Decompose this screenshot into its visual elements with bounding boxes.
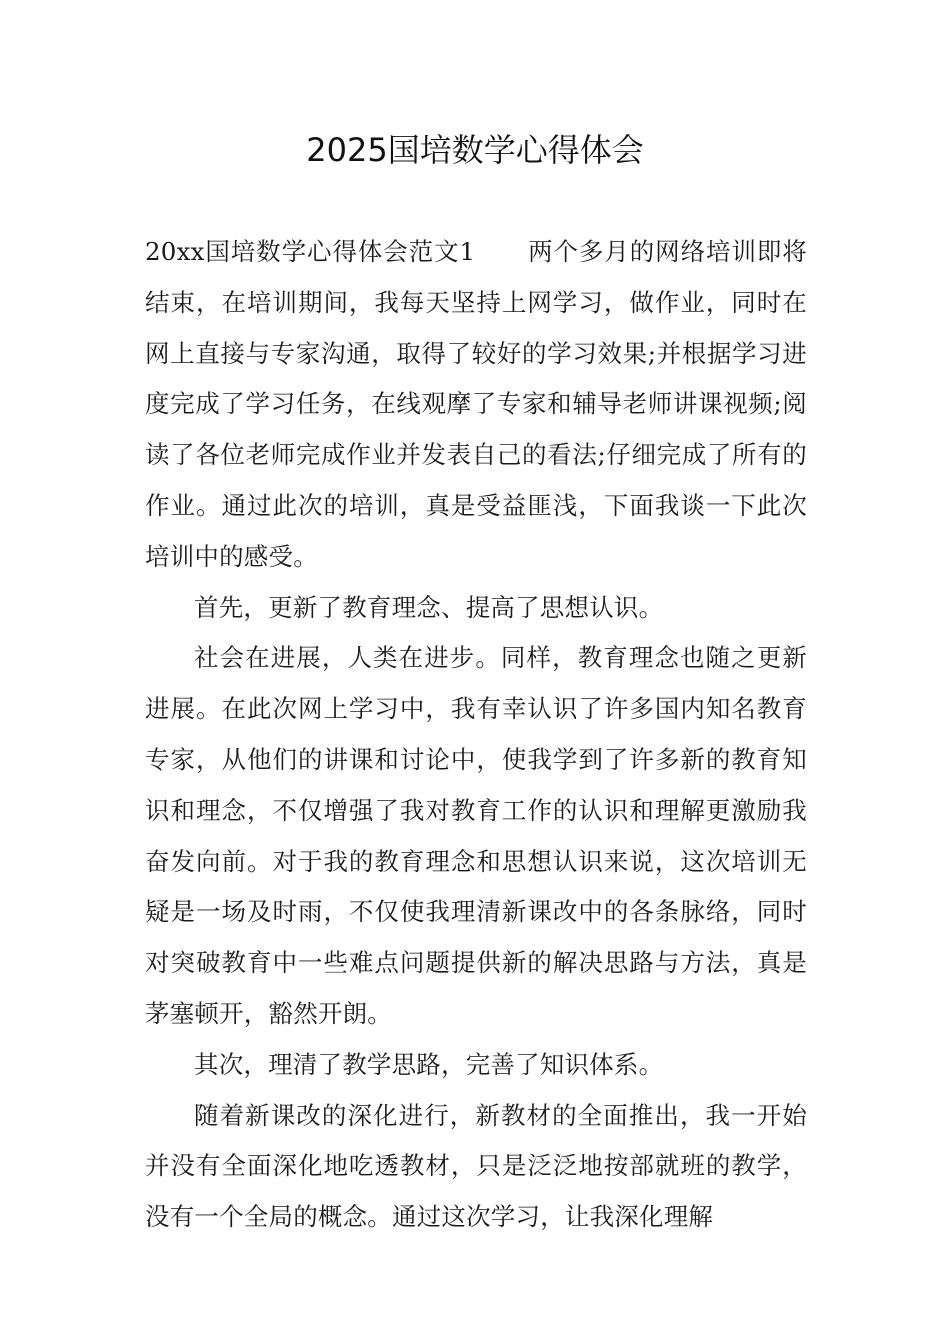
intro-label: 20xx国培数学心得体会范文1: [145, 237, 476, 266]
document-body: [145, 227, 807, 1243]
paragraph: 随着新课改的深化进行，新教材的全面推出，我一开始并没有全面深化地吃透教材，只是泛泛地按部就班的教学，没有一个全局的概念。通过这次学习，让我深化理解: [145, 1100, 807, 1232]
paragraph: 社会在进展，人类在进步。同样，教育理念也随之更新进展。在此次网上学习中，我有幸认识了许多国内知名教育专家，从他们的讲课和讨论中，使我学到了许多新的教育知识和理念，不仅增强了我对教育工作的认识和理解更激励我奋发向前。对于我的教育理念和思想认识来说，这次培训无疑是一场及时雨，不仅使我理清新课改中的各条脉络，同时对突破教育中一些难点问题提供新的解决思路与方法，真是茅塞顿开，豁然开朗。: [145, 643, 807, 1028]
paragraph-heading-first: 首先，更新了教育理念、提高了思想认识。: [194, 592, 664, 622]
document-title: 2025国培数学心得体会: [306, 131, 644, 169]
paragraph-text: 两个多月的网络培训即将结束，在培训期间，我每天坚持上网学习，做作业，同时在网上直接与专家沟通，取得了较好的学习效果;并根据学习进度完成了学习任务，在线观摩了专家和辅导老师讲课视频;阅读了各位老师完成作业并发表自己的看法;仔细完成了所有的作业。通过此次的培训，真是受益匪浅，下面我谈一下此次培训中的感受。: [145, 237, 807, 571]
paragraph-intro: [145, 227, 807, 583]
paragraph-heading-second: 其次，理清了教学思路，完善了知识体系。: [194, 1049, 664, 1079]
